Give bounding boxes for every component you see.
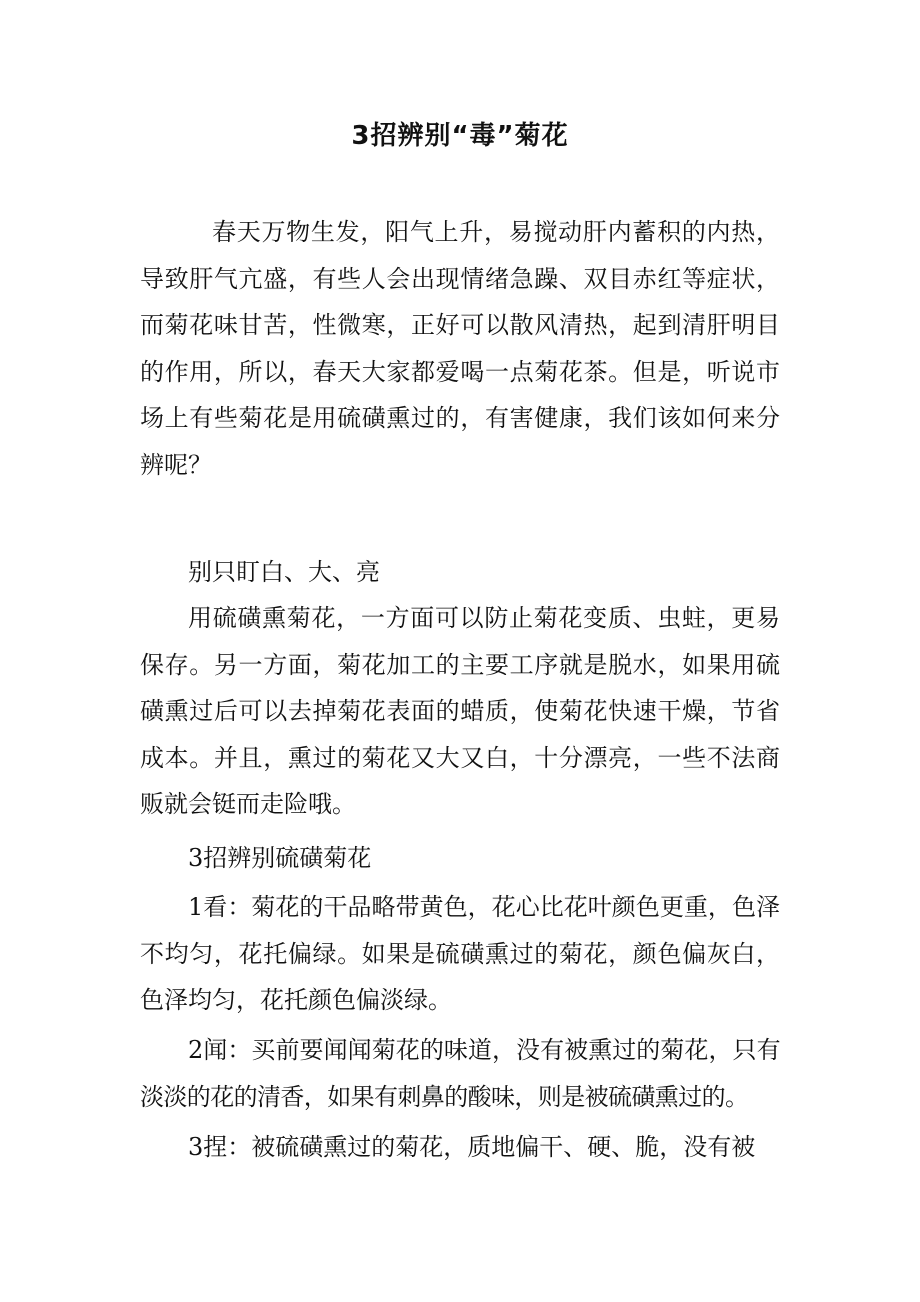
section-paragraph: 用硫磺熏菊花，一方面可以防止菊花变质、虫蛀，更易保存。另一方面，菊花加工的主要工序就是脱水，如果用硫磺熏过后可以去掉菊花表面的蜡质，使菊花快速干燥，节省成本。并且，熏过的菊花又大又白，十分漂亮，一些不法商贩就会铤而走险哦。: [140, 604, 780, 818]
method-smell-paragraph: 2闻：买前要闻闻菊花的味道，没有被熏过的菊花，只有淡淡的花的清香，如果有刺鼻的酸味，则是被硫磺熏过的。: [140, 1036, 780, 1111]
method-pinch-paragraph: 3捏：被硫磺熏过的菊花，质地偏干、硬、脆，没有被: [188, 1133, 756, 1161]
section-heading: 别只盯白、大、亮: [188, 558, 380, 586]
methods-heading: 3招辨别硫磺菊花: [188, 844, 372, 872]
method-look-paragraph: 1看：菊花的干品略带黄色，花心比花叶颜色更重，色泽不均匀，花托偏绿。如果是硫磺熏过的菊花，颜色偏灰白，色泽均匀，花托颜色偏淡绿。: [140, 893, 780, 1014]
page-title: 3招辨别“毒”菊花: [351, 121, 569, 151]
intro-paragraph: 春天万物生发，阳气上升，易搅动肝内蓄积的内热，导致肝气亢盛，有些人会出现情绪急躁、双目赤红等症状，而菊花味甘苦，性微寒，正好可以散风清热，起到清肝明目的作用，所以，春天大家都爱喝一点菊花茶。但是，听说市场上有些菊花是用硫磺熏过的，有害健康，我们该如何来分辨呢？: [140, 218, 780, 479]
